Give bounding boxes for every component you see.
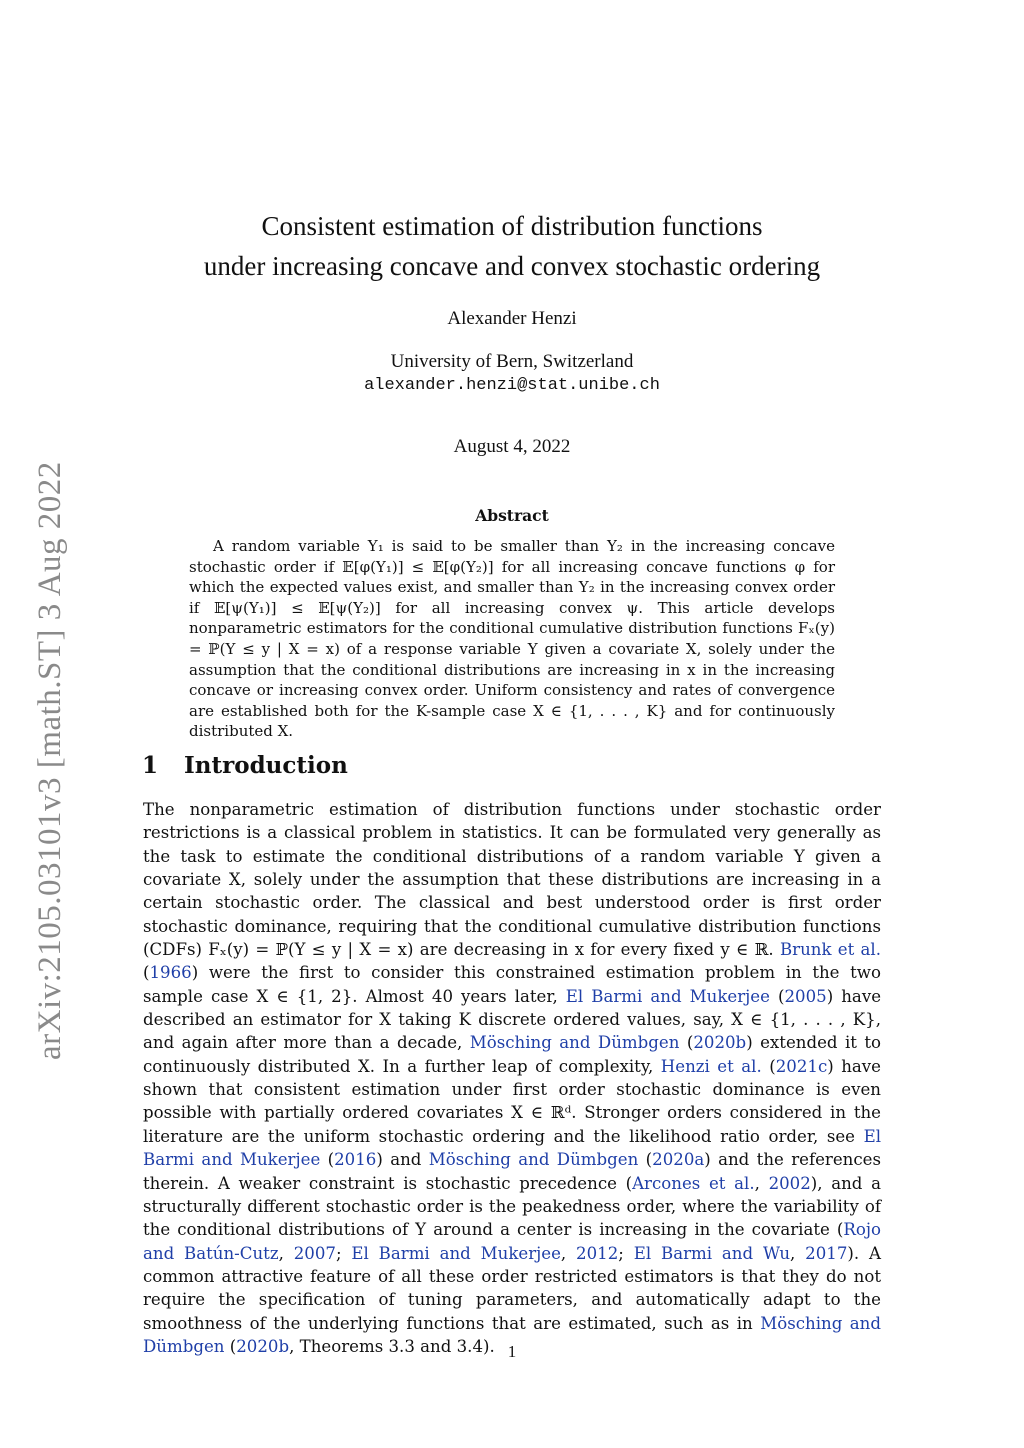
citation-link[interactable]: El Barmi and Mukerjee: [143, 1126, 881, 1170]
body-text-segment: ), and a structurally different stochastic order is the peakedness order, where the variability of the conditional distributions of Y around a center is increasing in the covariate (: [143, 1173, 881, 1240]
citation-link[interactable]: Mösching and Dümbgen: [143, 1313, 881, 1356]
title-line-2: under increasing concave and convex stochastic ordering: [203, 251, 821, 281]
body-text-segment: ) have shown that consistent estimation under first order stochastic dominance is even possible with partially ordered covariates X ∈ ℝᵈ. Stronger orders considered in the literature are the uniform stochastic ordering and the likelihood ratio order, see: [143, 1056, 881, 1146]
paper-title: [140, 206, 884, 286]
citation-link[interactable]: 2016: [334, 1150, 377, 1170]
body-text-segment: ) have described an estimator for X taking K discrete ordered values, say, X ∈ {1, . . . , K}, and again after more than a decade,: [143, 986, 882, 1053]
body-text-segment: , Theorems 3.3 and 3.4).: [289, 1336, 495, 1356]
body-text-segment: (: [638, 1150, 653, 1170]
body-text-segment: (: [143, 963, 150, 983]
paper-date: August 4, 2022: [453, 436, 571, 457]
affiliation: University of Bern, Switzerland: [390, 351, 634, 372]
citation-link[interactable]: 2012: [576, 1243, 619, 1263]
citation-link[interactable]: Mösching and Dümbgen: [469, 1033, 680, 1053]
body-text-segment: (: [679, 1033, 694, 1053]
citation-link[interactable]: Rojo and Batún-Cutz: [143, 1220, 881, 1263]
author-email[interactable]: alexander.henzi@stat.unibe.ch: [364, 376, 660, 395]
body-text-segment: (: [769, 986, 785, 1006]
citation-link[interactable]: Mösching and Dümbgen: [428, 1150, 639, 1170]
abstract-heading: Abstract: [475, 506, 549, 525]
body-text-segment: ,: [278, 1243, 294, 1263]
citation-link[interactable]: Arcones et al.: [632, 1173, 755, 1193]
abstract-text: A random variable Y₁ is said to be smaller than Y₂ in the increasing concave stochastic order if 𝔼[φ(Y₁)] ≤ 𝔼[φ(Y₂)] for all increasing concave functions φ for which the expected values exist, and smaller than Y₂ in the increasing convex order if 𝔼[ψ(Y₁)] ≤ 𝔼[ψ(Y₂)] for all increasing convex ψ. This article develops nonparametric estimators for the conditional cumulative distribution functions Fₓ(y) = ℙ(Y ≤ y | X = x) of a response variable Y given a covariate X, solely under the assumption that the conditional distributions are increasing in x in the increasing concave or increasing convex order. Uniform consistency and rates of convergence are established both for the K-sample case X ∈ {1, . . . , K} and for continuously distributed X.: [189, 537, 835, 741]
body-text-segment: ;: [335, 1243, 352, 1263]
citation-link[interactable]: El Barmi and Wu: [633, 1243, 791, 1263]
citation-link[interactable]: 2005: [784, 986, 827, 1006]
body-text-segment: ;: [618, 1243, 634, 1263]
citation-link[interactable]: 2002: [768, 1173, 811, 1193]
citation-link[interactable]: Henzi et al.: [660, 1056, 762, 1076]
citation-link[interactable]: Brunk et al.: [779, 940, 881, 960]
citation-link[interactable]: 2020b: [693, 1033, 747, 1053]
body-text-segment: ) and the references therein. A weaker constraint is stochastic precedence (: [143, 1150, 882, 1193]
body-text-segment: (: [320, 1150, 335, 1170]
page-number: 1: [507, 1342, 517, 1361]
citation-link[interactable]: 2020a: [652, 1150, 705, 1170]
author-name: Alexander Henzi: [447, 308, 577, 329]
body-text-segment: ,: [560, 1243, 577, 1263]
section-heading: [142, 752, 348, 779]
body-text-segment: ) were the first to consider this constrained estimation problem in the two sample case X ∈ {1, 2}. Almost 40 years later,: [143, 963, 881, 1006]
introduction-paragraph: [143, 798, 881, 1358]
body-text-segment: ) extended it to continuously distributed X. In a further leap of complexity,: [143, 1033, 882, 1076]
citation-link[interactable]: 1966: [149, 963, 192, 983]
body-text-segment: ). A common attractive feature of all these order restricted estimators is that they do not require the specification of tuning parameters, and automatically adapt to the smoothness of the underlying functions that are estimated, such as in: [143, 1243, 881, 1333]
section-number: 1: [142, 752, 159, 779]
title-line-1: Consistent estimation of distribution functions: [261, 211, 763, 241]
citation-link[interactable]: El Barmi and Mukerjee: [565, 986, 770, 1006]
body-text-segment: (: [224, 1336, 237, 1356]
citation-link[interactable]: 2017: [805, 1243, 848, 1263]
citation-link[interactable]: 2007: [293, 1243, 336, 1263]
body-text-segment: ,: [790, 1243, 806, 1263]
section-title: Introduction: [184, 752, 348, 779]
body-text-segment: ,: [754, 1173, 769, 1193]
body-text-segment: (: [761, 1056, 776, 1076]
citation-link[interactable]: El Barmi and Mukerjee: [351, 1243, 561, 1263]
body-text-segment: ) and: [376, 1150, 429, 1170]
citation-link[interactable]: 2021c: [775, 1056, 828, 1076]
arxiv-stamp: arXiv:2105.03101v3 [math.ST] 3 Aug 2022: [32, 461, 68, 1060]
citation-link[interactable]: 2020b: [236, 1336, 290, 1356]
body-text-segment: The nonparametric estimation of distribution functions under stochastic order restrictions is a classical problem in statistics. It can be formulated very generally as the task to estimate the conditional distributions of a random variable Y given a covariate X, solely under the assumption that these distributions are increasing in a certain stochastic order. The classical and best understood order is first order stochastic dominance, requiring that the conditional cumulative distribution functions (CDFs) Fₓ(y) = ℙ(Y ≤ y | X = x) are decreasing in x for every fixed y ∈ ℝ.: [143, 800, 881, 960]
